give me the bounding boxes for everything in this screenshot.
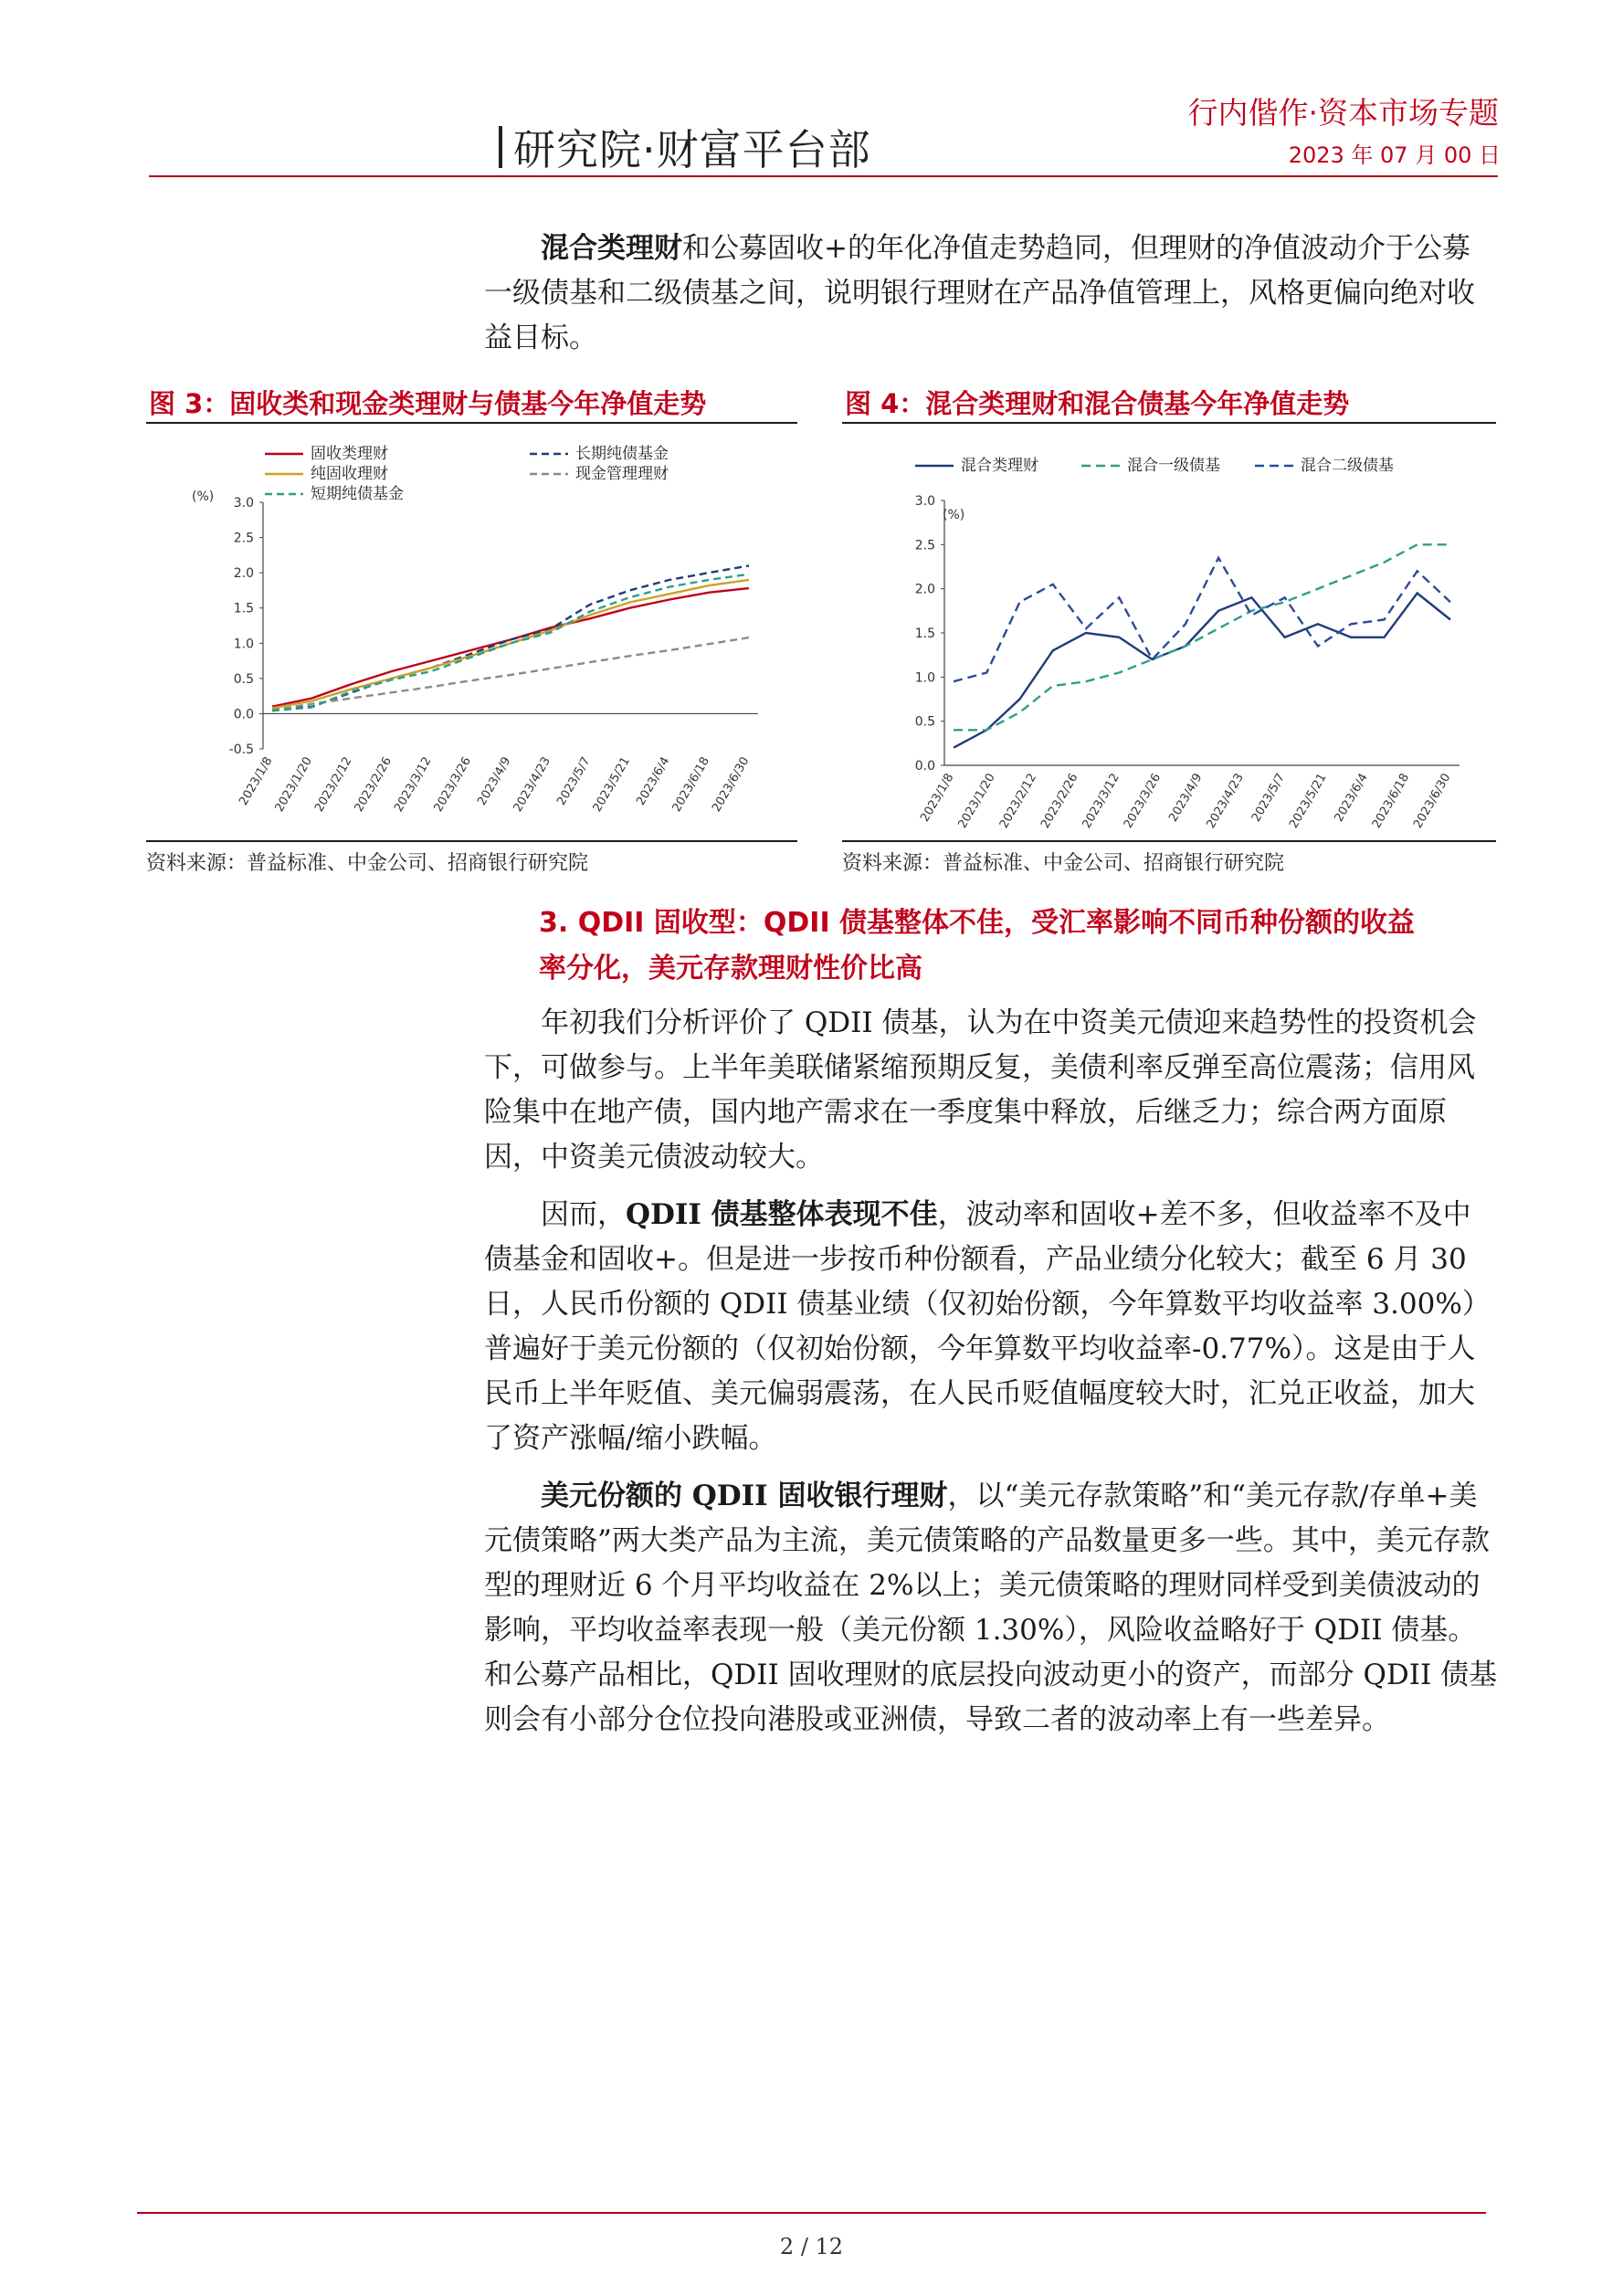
series-line-1 <box>954 594 1450 748</box>
x-tick-label: 2023/4/9 <box>1166 771 1206 825</box>
body-paragraph-3 <box>484 1474 1498 1743</box>
x-tick-label: 2023/5/7 <box>1249 771 1289 825</box>
x-tick-label: 2023/2/26 <box>1038 771 1081 831</box>
figure-3-bottom-rule <box>146 840 797 842</box>
footer-rule <box>137 2212 1486 2214</box>
paragraph-1-text: 年初我们分析评价了 QDII 债基，认为在中资美元债迎来趋势性的投资机会下，可做参与。上半年美联储紧缩预期反复，美债利率反弹至高位震荡；信用风险集中在地产债，国内地产需求在一季度集中释放，后继乏力；综合两方面原因，中资美元债波动较大。 <box>484 1006 1477 1174</box>
paragraph-2-text: ，波动率和固收+差不多，但收益率不及中债基金和固收+。但是进一步按币种份额看，产品业绩分化较大；截至 6 月 30 日，人民币份额的 QDII 债基业绩（仅初始份额，今年算数平均收益率 3.00%）普遍好于美元份额的（仅初始份额，今年算数平均收益率-0.77%）。这是由于人民币上半年贬值、美元偏弱震荡，在人民币贬值幅度较大时，汇兑正收益，加大了资产涨幅/缩小跌幅。 <box>484 1198 1491 1455</box>
y-tick-label: 0.5 <box>233 671 254 687</box>
figure-4-top-rule <box>842 422 1496 424</box>
legend-label: 长期纯债基金 <box>575 445 669 463</box>
y-tick-label: 0.0 <box>914 759 935 774</box>
section-title-line2: 率分化，美元存款理财性价比高 <box>539 953 922 985</box>
figure-4-source: 资料来源：普益标准、中金公司、招商银行研究院 <box>842 852 1285 875</box>
department-title: 研究院·财富平台部 <box>513 125 871 174</box>
y-tick-label: 2.0 <box>233 566 254 582</box>
y-tick-label: 2.5 <box>233 531 254 546</box>
series-line-4 <box>272 637 749 711</box>
series-line-1 <box>272 588 749 707</box>
series-line-2 <box>272 565 749 710</box>
section-title-line1: 3. QDII 固收型：QDII 债基整体不佳，受汇率影响不同币种份额的收益 <box>539 907 1416 939</box>
y-tick-label: 1.5 <box>914 627 935 641</box>
x-tick-label: 2023/4/23 <box>511 754 553 815</box>
y-tick-label: 2.0 <box>914 582 935 597</box>
x-tick-label: 2023/6/30 <box>1411 771 1454 831</box>
x-tick-label: 2023/3/26 <box>431 754 474 815</box>
x-tick-label: 2023/6/4 <box>634 754 673 808</box>
x-tick-label: 2023/3/12 <box>1080 771 1122 831</box>
figure-3-top-rule <box>146 422 797 424</box>
x-tick-label: 2023/2/26 <box>352 754 395 815</box>
x-tick-label: 2023/1/20 <box>272 754 315 815</box>
x-tick-label: 2023/5/21 <box>1287 771 1330 831</box>
y-tick-label: -0.5 <box>228 743 254 757</box>
figure-3-chart <box>146 429 797 831</box>
intro-bold: 混合类理财 <box>541 232 682 265</box>
x-tick-label: 2023/2/12 <box>312 754 355 815</box>
paragraph-2-bold: QDII 债基整体表现不佳 <box>626 1198 938 1231</box>
figure-3-title: 图 3：固收类和现金类理财与债基今年净值走势 <box>149 388 707 419</box>
intro-text: 和公募固收+的年化净值走势趋同，但理财的净值波动介于公募一级债基和二级债基之间，说明银行理财在产品净值管理上，风格更偏向绝对收益目标。 <box>484 232 1475 354</box>
section-title <box>539 900 1498 992</box>
y-tick-label: 1.0 <box>233 637 254 652</box>
header-rule <box>149 175 1498 177</box>
y-tick-label: 1.0 <box>914 670 935 686</box>
figure-4-title: 图 4：混合类理财和混合债基今年净值走势 <box>845 388 1350 419</box>
legend-label: 混合二级债基 <box>1301 457 1394 475</box>
intro-paragraph <box>484 226 1498 361</box>
x-tick-label: 2023/6/18 <box>1369 771 1413 831</box>
x-tick-label: 2023/4/23 <box>1204 771 1247 831</box>
y-tick-label: 0.5 <box>914 714 935 730</box>
legend-label: 混合类理财 <box>961 457 1038 475</box>
x-tick-label: 2023/3/26 <box>1121 771 1165 831</box>
x-tick-label: 2023/6/30 <box>710 754 753 815</box>
x-tick-label: 2023/1/8 <box>237 754 276 808</box>
y-tick-label: 0.0 <box>233 707 254 722</box>
body-paragraph-1 <box>484 1001 1498 1180</box>
figure-4-bottom-rule <box>842 840 1496 842</box>
page-number: 2 / 12 <box>779 2234 844 2259</box>
y-tick-label: 3.0 <box>233 496 254 511</box>
legend-label: 纯固收理财 <box>311 465 388 483</box>
report-date: 2023 年 07 月 00 日 <box>1288 142 1501 168</box>
x-tick-label: 2023/2/12 <box>996 771 1040 831</box>
legend-label: 混合一级债基 <box>1127 457 1220 475</box>
x-tick-label: 2023/6/4 <box>1332 771 1371 825</box>
x-tick-label: 2023/1/20 <box>955 771 998 831</box>
x-tick-label: 2023/6/18 <box>669 754 712 815</box>
figure-3-source: 资料来源：普益标准、中金公司、招商银行研究院 <box>146 852 589 875</box>
body-paragraph-2 <box>484 1193 1498 1461</box>
series-line-3 <box>954 558 1450 681</box>
y-tick-label: 1.5 <box>233 601 254 616</box>
y-tick-label: 2.5 <box>914 538 935 553</box>
x-tick-label: 2023/5/21 <box>590 754 633 815</box>
legend-label: 短期纯债基金 <box>311 485 404 503</box>
x-tick-label: 2023/3/12 <box>392 754 435 815</box>
x-tick-label: 2023/1/8 <box>918 771 957 825</box>
figure-4-chart <box>842 429 1496 831</box>
report-series: 行内偕作·资本市场专题 <box>1187 95 1499 131</box>
x-tick-label: 2023/4/9 <box>475 754 514 808</box>
paragraph-3-bold: 美元份额的 QDII 固收银行理财 <box>541 1480 948 1512</box>
x-tick-label: 2023/5/7 <box>554 754 594 808</box>
paragraph-2-pre: 因而， <box>541 1198 626 1231</box>
y-tick-label: 3.0 <box>914 494 935 509</box>
y-unit-label: (%) <box>192 490 215 504</box>
legend-label: 固收类理财 <box>311 445 388 463</box>
y-unit-label: (%) <box>943 508 965 522</box>
paragraph-3-text: ，以“美元存款策略”和“美元存款/存单+美元债策略”两大类产品为主流，美元债策略的产品数量更多一些。其中，美元存款型的理财近 6 个月平均收益在 2%以上；美元债策略的理财同样受到美债波动的影响，平均收益率表现一般（美元份额 1.30%），风险收益略好于 QDII 债基。和公募产品相比，QDII 固收理财的底层投向波动更小的资产，而部分 QDII 债基则会有小部分仓位投向港股或亚洲债，导致二者的波动率上有一些差异。 <box>484 1480 1498 1736</box>
legend-label: 现金管理理财 <box>575 465 669 483</box>
